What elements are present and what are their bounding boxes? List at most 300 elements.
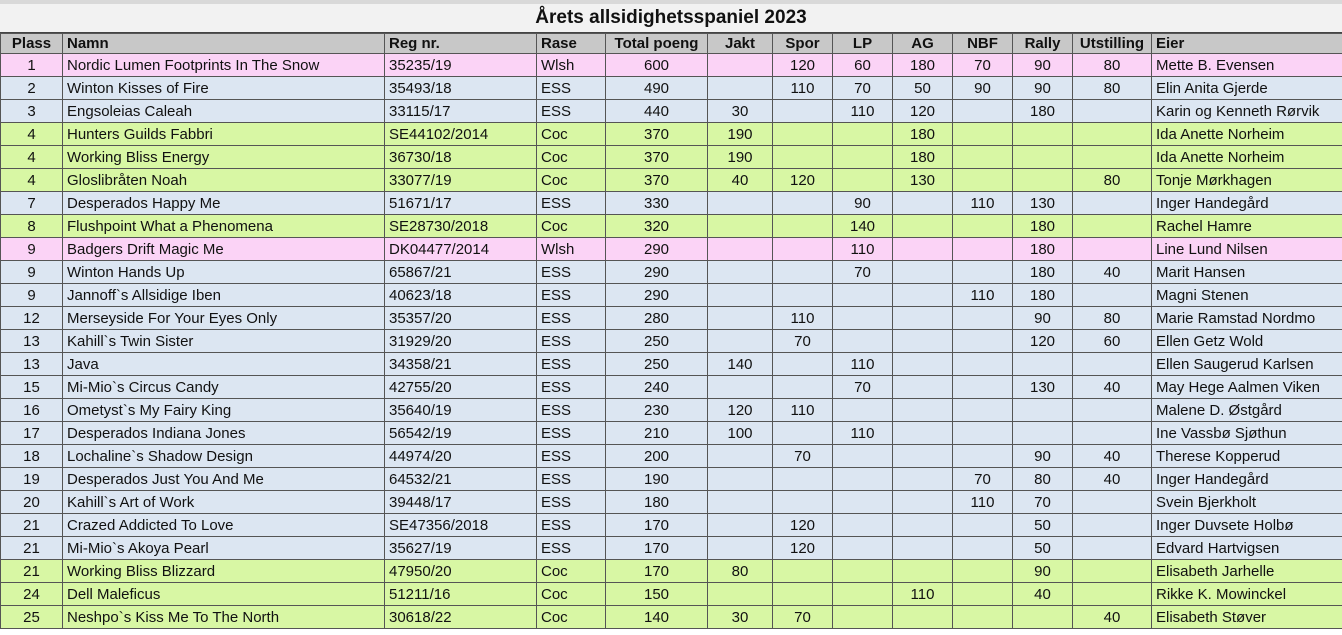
table-cell	[833, 583, 893, 606]
table-cell: 13	[1, 330, 63, 353]
table-cell: 9	[1, 284, 63, 307]
table-cell	[893, 606, 953, 629]
table-cell	[708, 330, 773, 353]
table-cell	[1073, 123, 1152, 146]
table-cell: 180	[893, 146, 953, 169]
table-row	[1, 123, 1342, 146]
table-body	[1, 54, 1342, 629]
table-cell: 40	[1073, 606, 1152, 629]
results-table	[0, 33, 1342, 629]
table-cell: 9	[1, 238, 63, 261]
table-cell: Ida Anette Norheim	[1152, 123, 1342, 146]
table-cell	[708, 537, 773, 560]
table-cell: 80	[1073, 169, 1152, 192]
table-cell: 600	[606, 54, 708, 77]
table-cell: 4	[1, 123, 63, 146]
table-cell	[708, 54, 773, 77]
table-cell: Working Bliss Blizzard	[63, 560, 385, 583]
table-row	[1, 468, 1342, 491]
table-cell: 18	[1, 445, 63, 468]
column-header: NBF	[953, 34, 1013, 54]
table-cell: 140	[708, 353, 773, 376]
table-cell	[1073, 422, 1152, 445]
table-cell: Java	[63, 353, 385, 376]
table-cell	[953, 514, 1013, 537]
table-cell	[708, 445, 773, 468]
table-cell: Winton Kisses of Fire	[63, 77, 385, 100]
table-cell: 51671/17	[385, 192, 537, 215]
table-cell: 370	[606, 169, 708, 192]
table-cell	[833, 606, 893, 629]
table-cell	[893, 353, 953, 376]
table-cell	[773, 468, 833, 491]
table-cell: 130	[1013, 376, 1073, 399]
table-cell	[953, 537, 1013, 560]
table-cell: Desperados Just You And Me	[63, 468, 385, 491]
table-cell: 110	[953, 491, 1013, 514]
table-cell: Dell Maleficus	[63, 583, 385, 606]
table-cell: 110	[833, 422, 893, 445]
table-cell: 36730/18	[385, 146, 537, 169]
table-row	[1, 583, 1342, 606]
table-cell	[953, 169, 1013, 192]
table-cell: Kahill`s Twin Sister	[63, 330, 385, 353]
column-header: Total poeng	[606, 34, 708, 54]
table-cell: 290	[606, 238, 708, 261]
table-cell: Elisabeth Støver	[1152, 606, 1342, 629]
table-row	[1, 192, 1342, 215]
table-row	[1, 261, 1342, 284]
table-row	[1, 422, 1342, 445]
table-row	[1, 100, 1342, 123]
table-cell	[1073, 583, 1152, 606]
table-cell: 110	[773, 307, 833, 330]
table-row	[1, 77, 1342, 100]
table-cell: Marie Ramstad Nordmo	[1152, 307, 1342, 330]
table-cell: 110	[953, 192, 1013, 215]
table-cell: ESS	[537, 514, 606, 537]
table-cell: 180	[1013, 284, 1073, 307]
table-cell: 21	[1, 514, 63, 537]
table-cell: 200	[606, 445, 708, 468]
table-cell	[953, 100, 1013, 123]
table-cell	[708, 284, 773, 307]
table-cell: 130	[1013, 192, 1073, 215]
table-cell	[893, 238, 953, 261]
table-cell: 8	[1, 215, 63, 238]
table-cell: 320	[606, 215, 708, 238]
table-cell	[833, 468, 893, 491]
table-cell: 70	[773, 445, 833, 468]
table-cell: Inger Duvsete Holbø	[1152, 514, 1342, 537]
table-cell: 25	[1, 606, 63, 629]
table-cell	[708, 307, 773, 330]
table-cell: ESS	[537, 77, 606, 100]
table-cell: 110	[953, 284, 1013, 307]
table-cell: Coc	[537, 606, 606, 629]
table-cell	[1073, 284, 1152, 307]
column-header: AG	[893, 34, 953, 54]
table-cell: 250	[606, 353, 708, 376]
table-cell: 140	[606, 606, 708, 629]
table-cell	[833, 560, 893, 583]
column-header: Plass	[1, 34, 63, 54]
table-row	[1, 514, 1342, 537]
table-cell: 150	[606, 583, 708, 606]
table-row	[1, 560, 1342, 583]
table-cell: 39448/17	[385, 491, 537, 514]
table-cell: 240	[606, 376, 708, 399]
table-cell: Flushpoint What a Phenomena	[63, 215, 385, 238]
table-cell: 34358/21	[385, 353, 537, 376]
table-cell: 440	[606, 100, 708, 123]
table-cell: May Hege Aalmen Viken	[1152, 376, 1342, 399]
table-cell: ESS	[537, 192, 606, 215]
table-cell	[953, 606, 1013, 629]
table-cell: Nordic Lumen Footprints In The Snow	[63, 54, 385, 77]
table-cell	[893, 422, 953, 445]
table-cell	[1073, 215, 1152, 238]
table-cell: Rachel Hamre	[1152, 215, 1342, 238]
table-row	[1, 238, 1342, 261]
table-cell: 20	[1, 491, 63, 514]
table-cell	[1013, 422, 1073, 445]
table-cell: ESS	[537, 468, 606, 491]
table-cell	[833, 123, 893, 146]
table-cell	[1073, 100, 1152, 123]
table-row	[1, 537, 1342, 560]
table-row	[1, 284, 1342, 307]
table-cell	[833, 169, 893, 192]
table-cell: 35357/20	[385, 307, 537, 330]
table-cell	[1013, 146, 1073, 169]
table-cell: 50	[1013, 514, 1073, 537]
table-cell	[773, 353, 833, 376]
table-cell: 180	[1013, 238, 1073, 261]
table-cell	[953, 583, 1013, 606]
table-cell	[893, 330, 953, 353]
table-cell: 70	[773, 330, 833, 353]
table-cell	[953, 399, 1013, 422]
table-cell: 120	[893, 100, 953, 123]
table-cell: 190	[708, 146, 773, 169]
table-cell	[1073, 514, 1152, 537]
table-cell	[893, 445, 953, 468]
table-row	[1, 146, 1342, 169]
table-cell: Coc	[537, 560, 606, 583]
table-cell: SE47356/2018	[385, 514, 537, 537]
table-cell: 30	[708, 606, 773, 629]
table-cell	[1073, 491, 1152, 514]
table-cell: 31929/20	[385, 330, 537, 353]
table-cell: Coc	[537, 169, 606, 192]
table-cell: 65867/21	[385, 261, 537, 284]
table-cell: 3	[1, 100, 63, 123]
table-cell: 70	[833, 261, 893, 284]
table-cell: 250	[606, 330, 708, 353]
table-cell: Jannoff`s Allsidige Iben	[63, 284, 385, 307]
table-cell: Working Bliss Energy	[63, 146, 385, 169]
table-cell	[773, 491, 833, 514]
table-cell	[708, 376, 773, 399]
table-cell: Elin Anita Gjerde	[1152, 77, 1342, 100]
table-cell: Inger Handegård	[1152, 192, 1342, 215]
table-cell: 110	[773, 399, 833, 422]
table-cell: 170	[606, 537, 708, 560]
table-cell: Line Lund Nilsen	[1152, 238, 1342, 261]
table-cell	[708, 583, 773, 606]
table-row	[1, 169, 1342, 192]
table-cell: Neshpo`s Kiss Me To The North	[63, 606, 385, 629]
table-cell	[893, 376, 953, 399]
table-cell	[773, 123, 833, 146]
column-header: Jakt	[708, 34, 773, 54]
table-cell	[953, 445, 1013, 468]
column-header: Spor	[773, 34, 833, 54]
table-cell: 42755/20	[385, 376, 537, 399]
table-cell: ESS	[537, 399, 606, 422]
column-header: LP	[833, 34, 893, 54]
table-cell	[773, 376, 833, 399]
table-cell: Winton Hands Up	[63, 261, 385, 284]
table-cell	[1073, 560, 1152, 583]
table-cell	[708, 491, 773, 514]
table-cell: Wlsh	[537, 54, 606, 77]
table-cell	[953, 560, 1013, 583]
table-cell: 30	[708, 100, 773, 123]
table-cell: 130	[893, 169, 953, 192]
table-cell: 120	[773, 537, 833, 560]
table-cell	[953, 238, 1013, 261]
table-cell	[773, 583, 833, 606]
table-cell: 19	[1, 468, 63, 491]
table-cell: ESS	[537, 100, 606, 123]
table-cell: 110	[833, 353, 893, 376]
table-cell: 170	[606, 514, 708, 537]
table-row	[1, 215, 1342, 238]
table-cell: 70	[953, 54, 1013, 77]
table-cell: 50	[893, 77, 953, 100]
table-cell: 40	[1073, 261, 1152, 284]
table-cell: 290	[606, 261, 708, 284]
table-cell: ESS	[537, 307, 606, 330]
header-row	[1, 34, 1342, 54]
table-cell: SE44102/2014	[385, 123, 537, 146]
table-cell: 2	[1, 77, 63, 100]
table-cell: 70	[773, 606, 833, 629]
table-row	[1, 445, 1342, 468]
table-cell	[708, 238, 773, 261]
table-cell: 70	[953, 468, 1013, 491]
table-cell: 70	[1013, 491, 1073, 514]
table-cell	[893, 537, 953, 560]
table-cell: 1	[1, 54, 63, 77]
table-cell: 120	[773, 169, 833, 192]
table-cell: Malene D. Østgård	[1152, 399, 1342, 422]
table-cell: Rikke K. Mowinckel	[1152, 583, 1342, 606]
table-cell: 21	[1, 560, 63, 583]
table-cell: 230	[606, 399, 708, 422]
table-cell: 80	[1073, 77, 1152, 100]
table-cell: 4	[1, 169, 63, 192]
table-cell: 110	[833, 238, 893, 261]
table-cell	[773, 422, 833, 445]
table-cell: 35640/19	[385, 399, 537, 422]
table-cell: 210	[606, 422, 708, 445]
table-cell	[893, 307, 953, 330]
table-cell: 100	[708, 422, 773, 445]
table-cell	[833, 330, 893, 353]
table-cell: Edvard Hartvigsen	[1152, 537, 1342, 560]
table-cell	[1073, 537, 1152, 560]
table-cell	[1073, 353, 1152, 376]
table-cell	[833, 514, 893, 537]
table-cell: ESS	[537, 284, 606, 307]
table-cell: 64532/21	[385, 468, 537, 491]
table-cell: Tonje Mørkhagen	[1152, 169, 1342, 192]
table-cell: 12	[1, 307, 63, 330]
table-cell	[1073, 146, 1152, 169]
table-cell: Inger Handegård	[1152, 468, 1342, 491]
table-cell	[708, 192, 773, 215]
table-cell	[1013, 123, 1073, 146]
table-cell: Marit Hansen	[1152, 261, 1342, 284]
table-cell: 33115/17	[385, 100, 537, 123]
table-cell: Desperados Happy Me	[63, 192, 385, 215]
table-cell: Hunters Guilds Fabbri	[63, 123, 385, 146]
table-cell	[773, 146, 833, 169]
table-cell: Wlsh	[537, 238, 606, 261]
table-cell: 180	[893, 123, 953, 146]
table-cell: 30618/22	[385, 606, 537, 629]
column-header: Rally	[1013, 34, 1073, 54]
table-cell: 370	[606, 146, 708, 169]
sheet-title: Årets allsidighetsspaniel 2023	[0, 4, 1342, 33]
table-cell: 16	[1, 399, 63, 422]
column-header: Namn	[63, 34, 385, 54]
table-cell: Lochaline`s Shadow Design	[63, 445, 385, 468]
table-cell	[953, 422, 1013, 445]
table-cell: 7	[1, 192, 63, 215]
table-cell: ESS	[537, 353, 606, 376]
table-cell: 44974/20	[385, 445, 537, 468]
table-cell: ESS	[537, 491, 606, 514]
table-cell	[833, 537, 893, 560]
table-cell: 90	[833, 192, 893, 215]
table-cell: 60	[1073, 330, 1152, 353]
table-cell	[1073, 238, 1152, 261]
table-cell: 280	[606, 307, 708, 330]
table-cell: 170	[606, 560, 708, 583]
table-cell: 80	[1073, 307, 1152, 330]
table-cell: 180	[1013, 215, 1073, 238]
table-cell	[893, 491, 953, 514]
column-header: Rase	[537, 34, 606, 54]
table-cell: Coc	[537, 583, 606, 606]
table-cell	[773, 215, 833, 238]
table-cell: SE28730/2018	[385, 215, 537, 238]
table-cell	[893, 215, 953, 238]
table-cell	[1013, 399, 1073, 422]
table-cell: 4	[1, 146, 63, 169]
table-cell: 15	[1, 376, 63, 399]
table-cell: 24	[1, 583, 63, 606]
column-header: Utstilling	[1073, 34, 1152, 54]
table-cell	[708, 514, 773, 537]
table-cell	[893, 284, 953, 307]
table-cell	[893, 399, 953, 422]
table-cell	[708, 215, 773, 238]
table-cell	[833, 307, 893, 330]
table-cell: 80	[1073, 54, 1152, 77]
table-row	[1, 54, 1342, 77]
column-header: Reg nr.	[385, 34, 537, 54]
table-cell	[773, 100, 833, 123]
table-cell: Kahill`s Art of Work	[63, 491, 385, 514]
table-cell: 90	[953, 77, 1013, 100]
table-cell: 90	[1013, 54, 1073, 77]
table-cell: 190	[606, 468, 708, 491]
table-row	[1, 376, 1342, 399]
table-cell	[893, 560, 953, 583]
table-cell: 140	[833, 215, 893, 238]
table-cell	[953, 376, 1013, 399]
table-cell: 40	[1073, 468, 1152, 491]
table-cell: 35493/18	[385, 77, 537, 100]
table-cell: Mi-Mio`s Circus Candy	[63, 376, 385, 399]
table-cell	[708, 261, 773, 284]
table-cell	[953, 261, 1013, 284]
table-cell: Coc	[537, 123, 606, 146]
table-cell: 70	[833, 77, 893, 100]
table-cell: 120	[708, 399, 773, 422]
table-cell: 60	[833, 54, 893, 77]
table-cell: 13	[1, 353, 63, 376]
table-cell	[1013, 353, 1073, 376]
table-cell: 90	[1013, 560, 1073, 583]
table-cell	[833, 146, 893, 169]
column-header: Eier	[1152, 34, 1342, 54]
table-cell: Ometyst`s My Fairy King	[63, 399, 385, 422]
table-cell: 40	[1013, 583, 1073, 606]
table-cell: Desperados Indiana Jones	[63, 422, 385, 445]
table-cell: ESS	[537, 330, 606, 353]
table-cell: Merseyside For Your Eyes Only	[63, 307, 385, 330]
table-cell: Crazed Addicted To Love	[63, 514, 385, 537]
table-row	[1, 399, 1342, 422]
table-cell	[708, 77, 773, 100]
table-cell	[953, 330, 1013, 353]
table-cell: 80	[708, 560, 773, 583]
table-cell: 50	[1013, 537, 1073, 560]
table-cell: 35627/19	[385, 537, 537, 560]
table-cell	[833, 445, 893, 468]
table-cell: 180	[1013, 261, 1073, 284]
table-cell	[773, 238, 833, 261]
table-cell	[773, 284, 833, 307]
table-cell: 40	[1073, 376, 1152, 399]
table-cell: 120	[1013, 330, 1073, 353]
table-cell	[893, 261, 953, 284]
table-row	[1, 606, 1342, 629]
table-cell	[953, 123, 1013, 146]
table-cell: Mette B. Evensen	[1152, 54, 1342, 77]
table-cell: 56542/19	[385, 422, 537, 445]
table-cell	[893, 468, 953, 491]
table-cell: 80	[1013, 468, 1073, 491]
table-cell: 110	[833, 100, 893, 123]
table-cell: 180	[893, 54, 953, 77]
